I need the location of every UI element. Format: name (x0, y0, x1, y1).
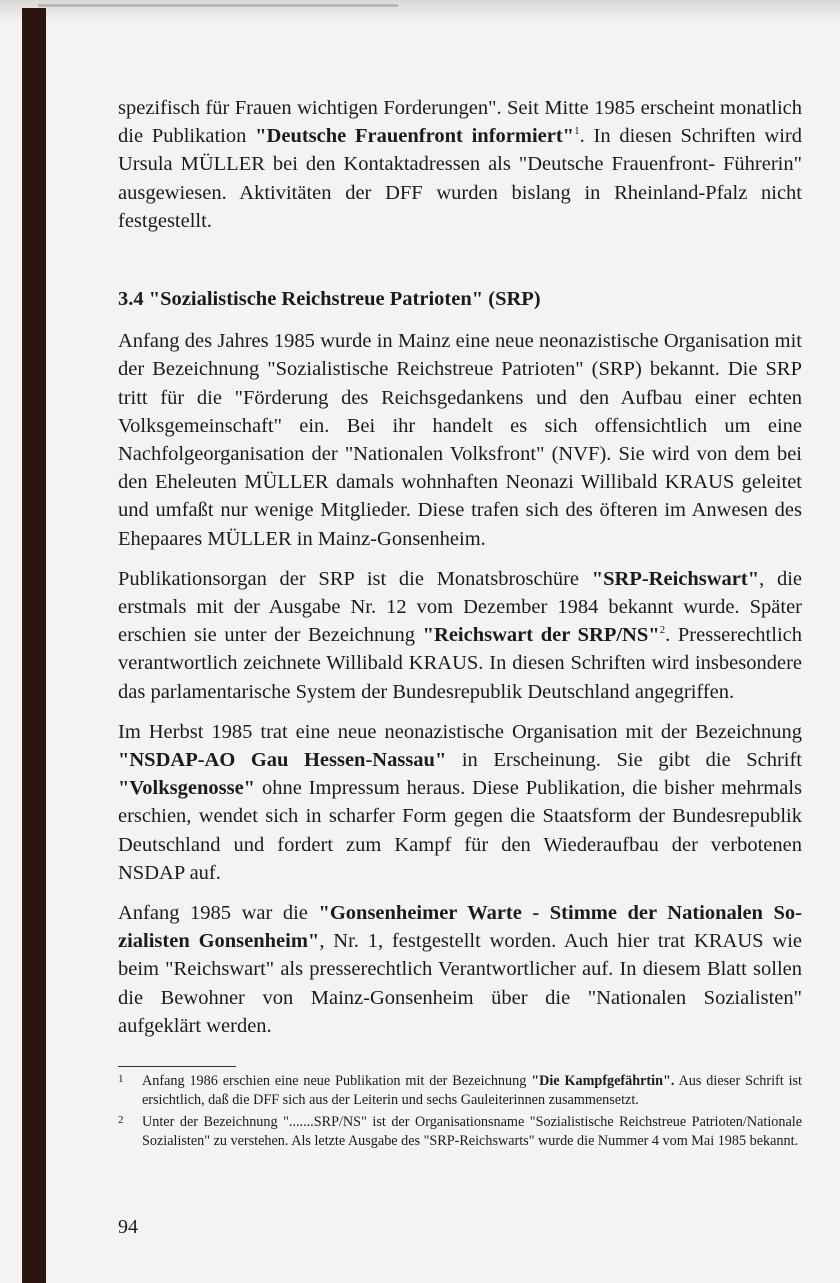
paragraph-text: . Presserechtlich verantwortlich zeichnete Willibald KRAUS. In diesen Schriften wird insbesondere das parlamentarische System der Bundesrepublik Deutschland angegriffen. (118, 624, 802, 703)
paragraph-text: Publikationsorgan der SRP ist die Monatsbroschüre (118, 567, 592, 590)
paragraph-text: Im Herbst 1985 trat eine neue neonazistische Organisation mit der Bezeichnung (118, 720, 802, 743)
paragraph-gonsenheimer-warte (118, 899, 802, 1040)
paragraph-nsdap-ao (118, 718, 802, 887)
paragraph-frauenfront (118, 94, 802, 235)
paragraph-srp-intro: Anfang des Jahres 1985 wurde in Mainz eine neue neonazistische Organisation mit der Bezeichnung "Sozialistische Reichstreue Patrioten" (SRP) bekannt. Die SRP tritt für die "Förderung des Reichsgedankens und den Aufbau einer echten Volksgemeinschaft" ein. Bei ihr handelt es sich offensichtlich um eine Nachfolgeorganisation der "Nationalen Volksfront" (NVF). Sie wird von dem bei den Eheleuten MÜLLER damals wohnhaften Neonazi Willibald KRAUS geleitet und umfaßt nur wenige Mitglieder. Diese trafen sich des öfteren im Anwesen des Ehepaares MÜLLER in Mainz-Gonsenheim. (118, 330, 802, 550)
paragraph-text: in Erscheinung. Sie gibt die Schrift (446, 749, 802, 772)
publication-title: "Die Kampfgefährtin". (531, 1073, 675, 1089)
scan-top-edge (38, 4, 398, 7)
publication-title: "Gonsenheimer Warte - Stimme der Nationalen Sozialisten Gonsenheim" (118, 902, 802, 953)
paragraph-text: Anfang 1985 war die (118, 902, 319, 925)
footnote-number: 2 (118, 1113, 124, 1126)
page-body (118, 94, 802, 1040)
page-number: 94 (118, 1216, 138, 1238)
paragraph-text: spezifisch für Frauen wichtigen Forderungen". Seit Mitte 1985 erscheint monatlich die Publikation (118, 97, 802, 148)
footnote-text: Anfang 1986 erschien eine neue Publikation mit der Bezeichnung (142, 1073, 532, 1089)
footnote-text: Aus dieser Schrift ist ersichtlich, daß die DFF sich aus der Leiterin und sechs Gauleiterinnen zusammensetzt. (142, 1073, 802, 1109)
book-binding-edge (22, 8, 46, 1283)
footnote-1 (118, 1072, 802, 1111)
publication-title: "Volksgenosse" (118, 777, 256, 800)
publication-title: "Reichswart der SRP/NS" (422, 624, 660, 647)
footnote-number: 1 (118, 1073, 124, 1085)
paragraph-text: . In diesen Schriften wird Ursula MÜLLER bei den Kontaktadressen als "Deutsche Frauenfront- Führerin" ausgewiesen. Aktivitäten der DFF wurden bislang in Rheinland-Pfalz nicht festgestellt. (118, 125, 803, 232)
section-title: "Sozialistische Reichstreue Patrioten" (SRP) (148, 288, 541, 311)
footnote-divider (118, 1066, 236, 1067)
paragraph-text: , Nr. 1, festgestellt worden. Auch hier trat KRAUS wie beim "Reichswart" als presserechtlich Verantwortlicher auf. In diesem Blatt sollen die Bewohner von Mainz-Gonsenheim über die "Nationalen Sozialisten" aufgeklärt werden. (118, 930, 802, 1037)
paragraph-srp-publication (118, 565, 802, 706)
paragraph-text: ohne Impressum heraus. Diese Publikation, die bisher mehrmals erschien, wendet sich in scharfer Form gegen die Staatsform der Bundesrepublik Deutschland und fordert zum Kampf für den Wiederaufbau der verbotenen NSDAP auf. (118, 777, 802, 884)
footnote-text: Unter der Bezeichnung ".......SRP/NS" ist der Organisationsname "Sozialistische Reichstreue Patrioten/Nationale Sozialisten" zu verstehen. Als letzte Ausgabe des "SRP-Reichswarts" wurde die Nummer 4 vom Mai 1985 bekannt. (142, 1113, 802, 1150)
paragraph-text: , die erstmals mit der Ausgabe Nr. 12 vom Dezember 1984 bekannt wurde. Später erschien sie unter der Bezeichnung (118, 567, 802, 647)
footnote-2 (118, 1113, 802, 1152)
publication-title: "SRP-Reichswart" (591, 567, 760, 590)
section-heading (118, 285, 802, 313)
publication-title: "Deutsche Frauenfront informiert" (255, 125, 575, 148)
section-number: 3.4 (118, 288, 144, 311)
organisation-name: "NSDAP-AO Gau Hessen-Nassau" (118, 749, 447, 772)
footnotes (118, 1072, 802, 1152)
footnote-ref-2: 2 (659, 624, 666, 637)
footnote-ref-1: 1 (574, 125, 580, 138)
